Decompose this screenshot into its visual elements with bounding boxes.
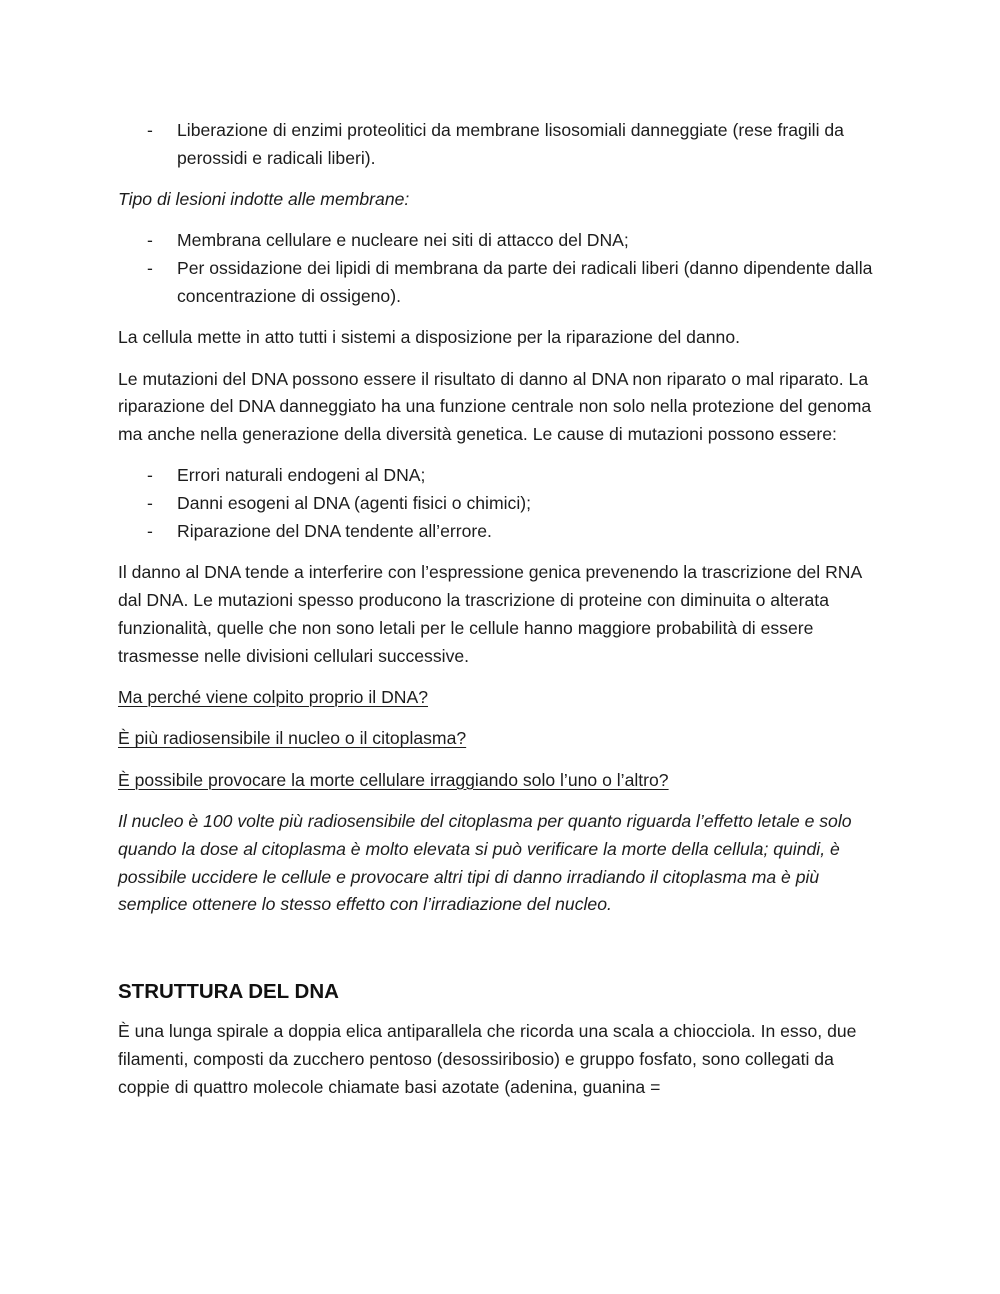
list-item: - Per ossidazione dei lipidi di membrana da parte dei radicali liberi (danno dipendente dalla concentrazione di ossigeno). (177, 255, 888, 311)
question-text: Ma perché viene colpito proprio il DNA? (118, 687, 428, 708)
paragraph-mutations: Le mutazioni del DNA possono essere il risultato di danno al DNA non riparato o mal riparato. La riparazione del DNA danneggiato ha una funzione centrale non solo nella protezione del genoma ma anche nella generazione della diversità genetica. Le cause di mutazioni possono essere: (118, 368, 872, 445)
list-item: - Liberazione di enzimi proteolitici da membrane lisosomiali danneggiate (rese fragili da perossidi e radicali liberi). (177, 117, 888, 173)
lesions-list (118, 227, 888, 310)
paragraph-damage: Il danno al DNA tende a interferire con l’espressione genica prevenendo la trascrizione del RNA dal DNA. Le mutazioni spesso producono la trascrizione di proteine con diminuita o alterata funzionalità, quelle che non sono letali per le cellule hanno maggiore probabilità di essere trasmesse nelle divisioni cellulari successive. (118, 562, 862, 666)
question-text: È più radiosensibile il nucleo o il citoplasma? (118, 728, 467, 749)
enzyme-list (118, 117, 888, 173)
causes-list (118, 462, 888, 545)
lesions-heading: Tipo di lesioni indotte alle membrane: (118, 189, 410, 210)
list-item: - Danni esogeni al DNA (agenti fisici o chimici); (177, 490, 888, 518)
question-2 (118, 725, 888, 753)
paragraph-repair: La cellula mette in atto tutti i sistemi a disposizione per la riparazione del danno. (118, 327, 740, 348)
list-item: - Errori naturali endogeni al DNA; (177, 462, 888, 490)
question-3 (118, 767, 888, 795)
question-text: È possibile provocare la morte cellulare irraggiando solo l’uno o l’altro? (118, 769, 669, 790)
section-title: STRUTTURA DEL DNA (118, 980, 339, 1004)
paragraph-structure: È una lunga spirale a doppia elica antiparallela che ricorda una scala a chiocciola. In esso, due filamenti, composti da zucchero pentoso (desossiribosio) e gruppo fosfato, sono collegati da coppie di quattro molecole chiamate basi azotate (adenina, guanina = (118, 1021, 857, 1097)
list-item: - Riparazione del DNA tendente all’errore. (177, 518, 888, 546)
answer-paragraph: Il nucleo è 100 volte più radiosensibile del citoplasma per quanto riguarda l’effetto letale e solo quando la dose al citoplasma è molto elevata si può verificare la morte della cellula; quindi, è possibile uccidere le cellule e provocare altri tipi di danno irradiando il citoplasma ma è più semplice ottenere lo stesso effetto con l’irradiazione del nucleo. (118, 810, 852, 915)
question-1 (118, 684, 888, 712)
list-item: - Membrana cellulare e nucleare nei siti di attacco del DNA; (177, 227, 888, 255)
